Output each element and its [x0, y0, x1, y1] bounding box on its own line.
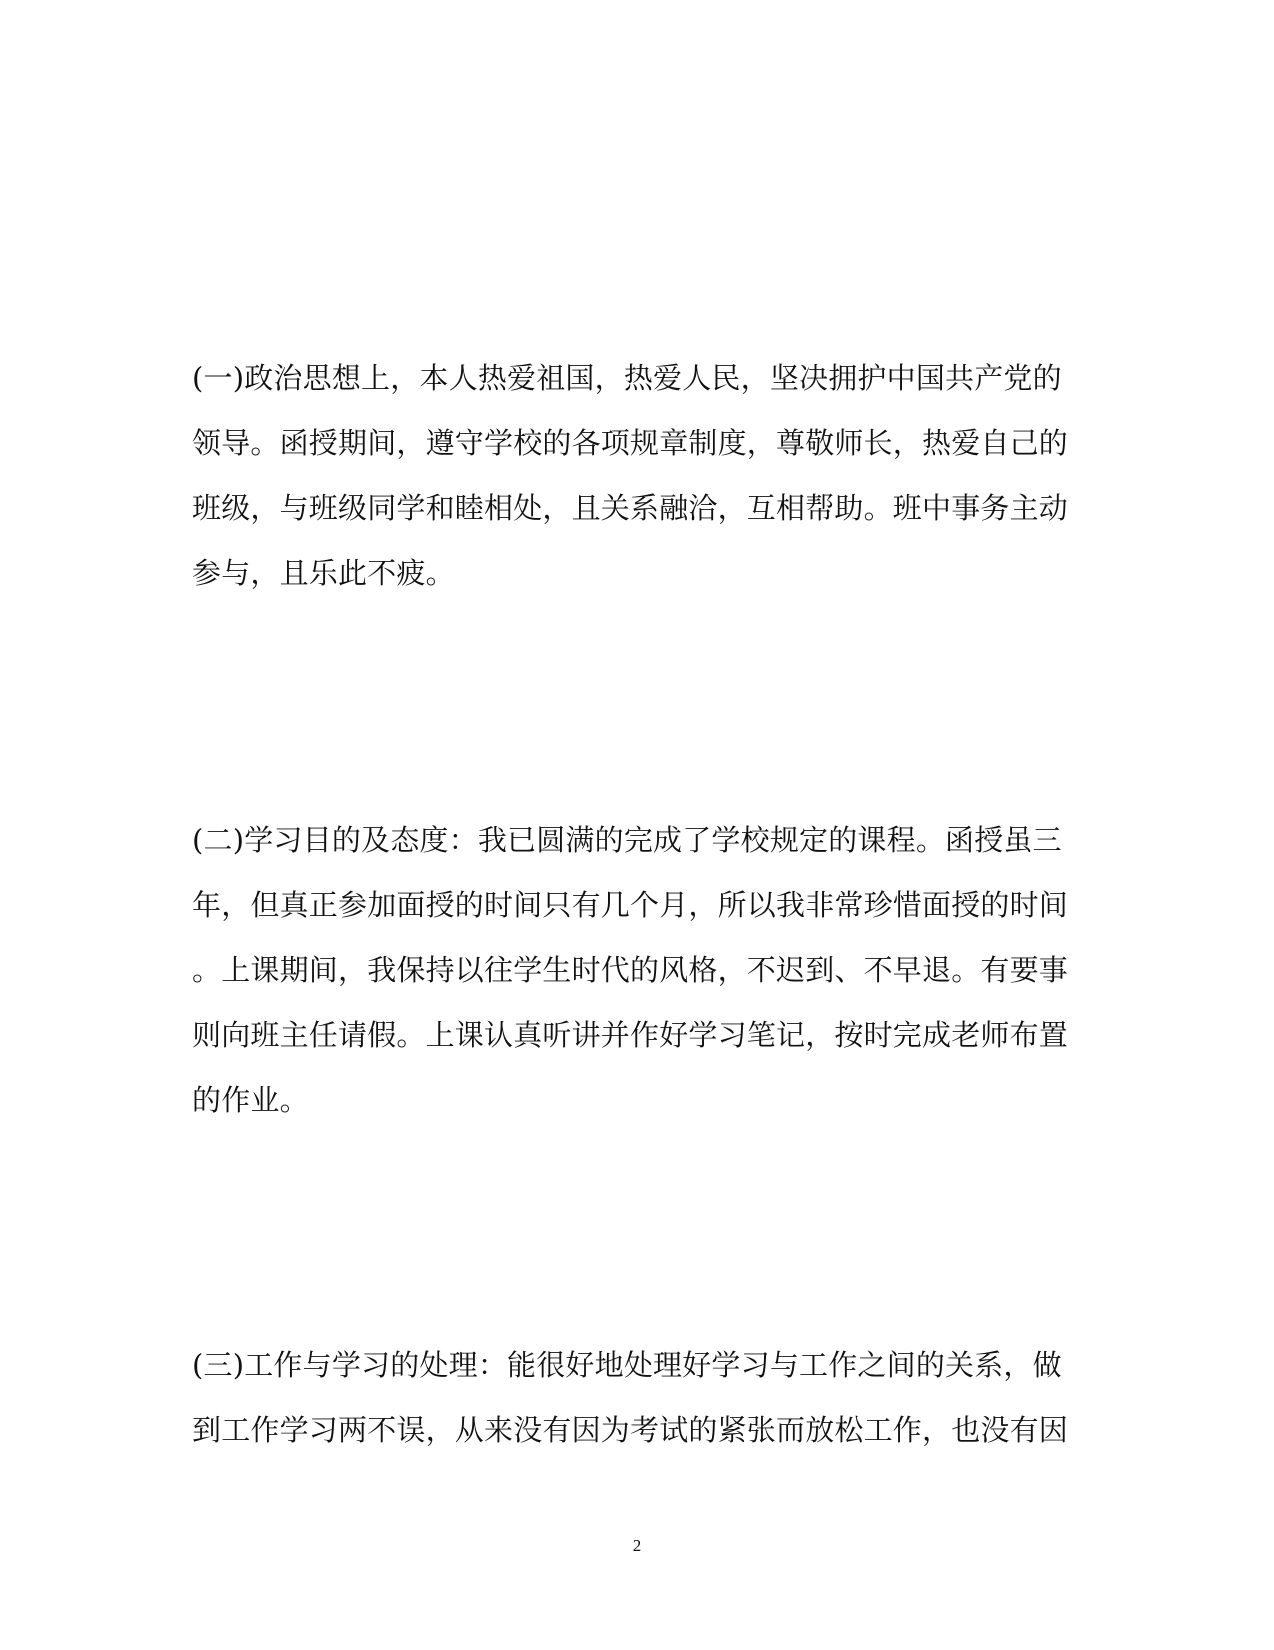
paragraph-study-attitude: [192, 808, 1072, 1133]
paragraph-political-thought: [192, 346, 1072, 606]
paragraph-line: (二)学习目的及态度：我已圆满的完成了学校规定的课程。函授虽三: [192, 823, 1062, 857]
paragraph-line: 的作业。: [192, 1083, 309, 1117]
paragraph-line: 班级，与班级同学和睦相处，且关系融洽，互相帮助。班中事务主动: [192, 491, 1069, 525]
page-number: 2: [632, 1536, 642, 1555]
paragraph-line: (一)政治思想上，本人热爱祖国，热爱人民，坚决拥护中国共产党的: [192, 361, 1062, 395]
paragraph-line: 到工作学习两不误，从来没有因为考试的紧张而放松工作，也没有因: [192, 1413, 1069, 1447]
paragraph-line: 则向班主任请假。上课认真听讲并作好学习笔记，按时完成老师布置: [192, 1018, 1069, 1052]
paragraph-line: 领导。函授期间，遵守学校的各项规章制度，尊敬师长，热爱自己的: [192, 426, 1069, 460]
paragraph-work-study-balance: [192, 1333, 1072, 1463]
paragraph-line: 。上课期间，我保持以往学生时代的风格，不迟到、不早退。有要事: [192, 953, 1069, 987]
paragraph-line: 年，但真正参加面授的时间只有几个月，所以我非常珍惜面授的时间: [192, 888, 1069, 922]
paragraph-line: 参与，且乐此不疲。: [192, 556, 455, 590]
paragraph-line: (三)工作与学习的处理：能很好地处理好学习与工作之间的关系，做: [192, 1348, 1062, 1382]
